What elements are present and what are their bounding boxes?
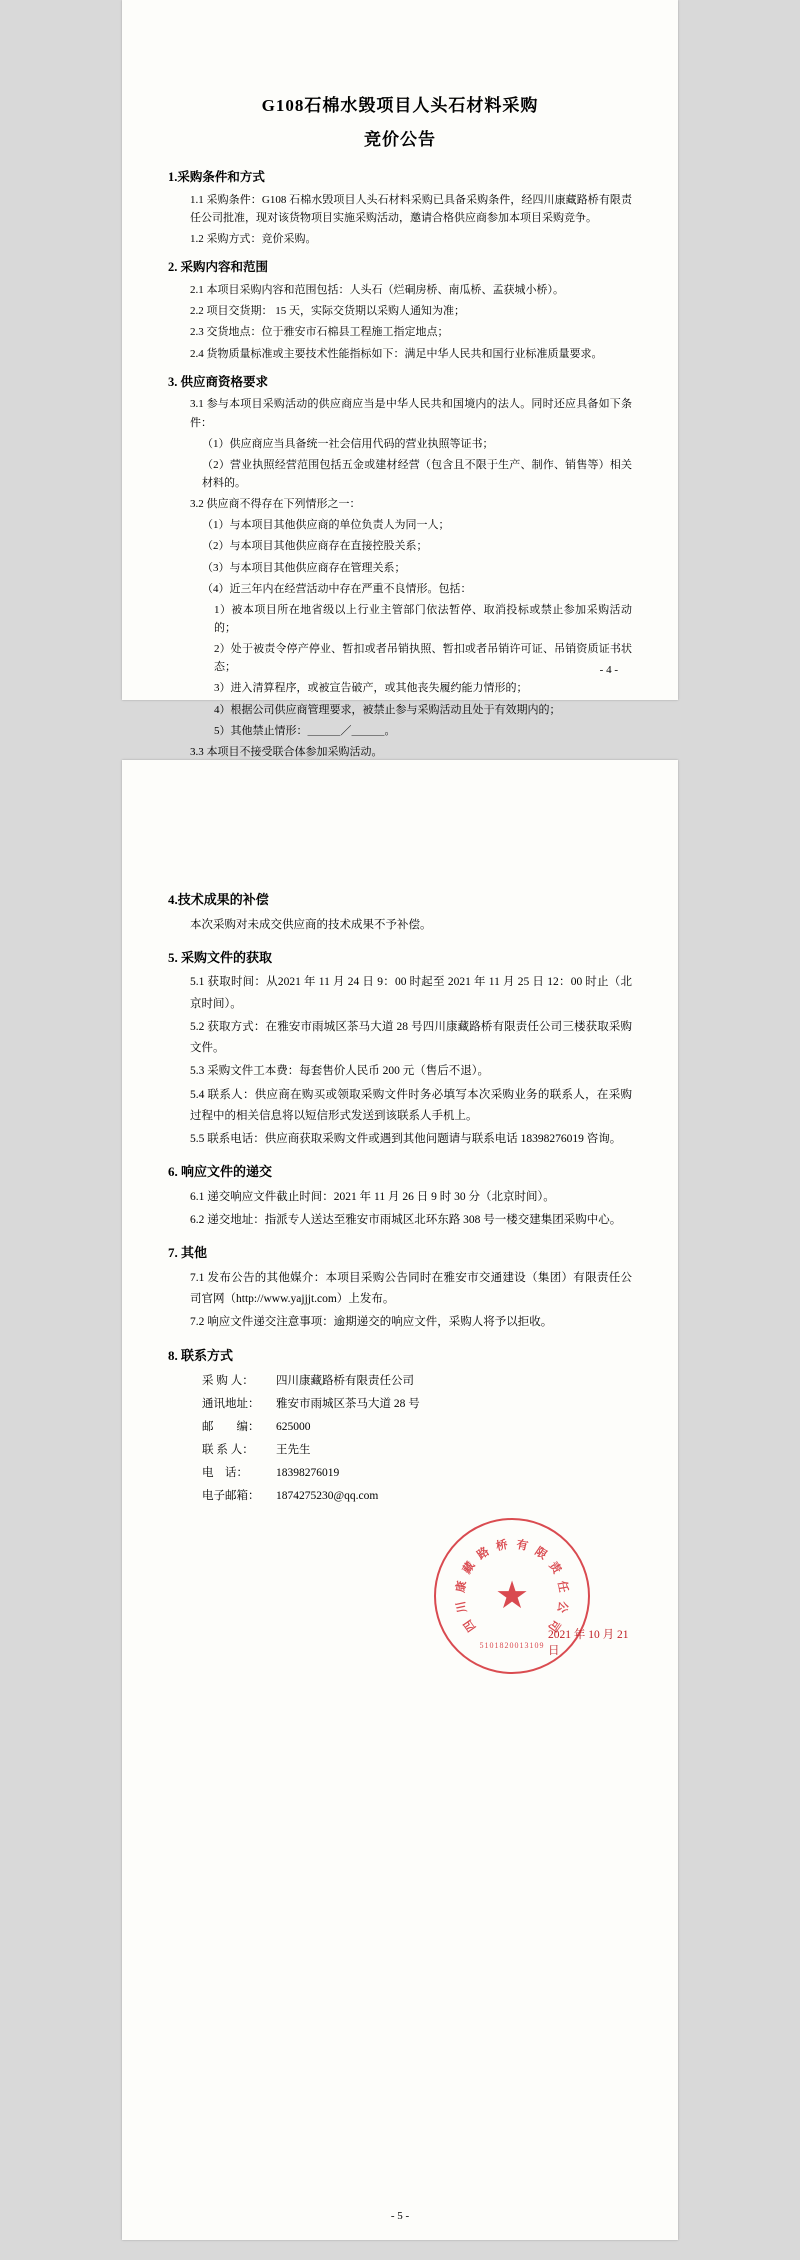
contact-value: 1874275230@qq.com	[276, 1490, 379, 1503]
paragraph: （2）与本项目其他供应商存在直接控股关系；	[202, 540, 428, 553]
contact-row-address	[168, 1393, 632, 1416]
contact-label: 电子邮箱：	[202, 1490, 260, 1503]
paragraph: 3）进入清算程序，或被宣告破产，或其他丧失履约能力情形的；	[214, 682, 528, 695]
section-heading-7: 7. 其他	[168, 1245, 208, 1261]
contact-value: 18398276019	[276, 1467, 340, 1480]
seal-char: 责	[546, 1560, 563, 1577]
paragraph: 2.3 交货地点：位于雅安市石棉县工程施工指定地点；	[190, 326, 449, 339]
seal-char: 路	[475, 1545, 492, 1563]
signature-date: 2021 年 10 月 21 日	[548, 1629, 629, 1658]
paragraph: 5）其他禁止情形：＿＿＿／＿＿＿。	[214, 724, 396, 737]
paragraph: （2）营业执照经营范围包括五金或建材经营（包含且不限于生产、制作、销售等）相关材料的。	[202, 458, 632, 489]
contact-label: 电 话：	[202, 1467, 248, 1480]
seal-char: 川	[455, 1600, 470, 1614]
section-heading-1: 1.采购条件和方式	[168, 170, 265, 185]
paragraph: 5.5 联系电话：供应商获取采购文件或遇到其他问题请与联系电话 18398276019 咨询。	[190, 1133, 622, 1146]
paragraph: 5.4 联系人：供应商在购买或领取采购文件时务必填写本次采购业务的联系人，在采购过程中的相关信息将以短信形式发送到该联系人手机上。	[190, 1088, 632, 1122]
paragraph: 5.3 采购文件工本费：每套售价人民币 200 元（售后不退）。	[190, 1065, 489, 1078]
paragraph: 2.1 本项目采购内容和范围包括：人头石（烂硐房桥、南瓜桥、孟获城小桥）。	[190, 284, 564, 297]
paragraph: 6.1 递交响应文件截止时间：2021 年 11 月 26 日 9 时 30 分（北京时间）。	[190, 1190, 555, 1203]
paragraph: 7.2 响应文件递交注意事项：逾期递交的响应文件，采购人将予以拒收。	[190, 1316, 553, 1329]
contact-value: 王先生	[276, 1444, 311, 1457]
paragraph: （4）近三年内在经营活动中存在严重不良情形。包括：	[202, 582, 472, 595]
document-sheet-page-4	[122, 0, 678, 758]
seal-char: 任	[555, 1580, 570, 1594]
contact-label: 联 系 人：	[202, 1444, 254, 1457]
page-folio: - 5 -	[390, 2210, 410, 2222]
contact-value: 四川康藏路桥有限责任公司	[276, 1375, 414, 1388]
paragraph: 3.2 供应商不得存在下列情形之一：	[190, 498, 361, 511]
seal-char: 司	[545, 1617, 562, 1634]
paragraph: 1.1 采购条件：G108 石棉水毁项目人头石材料采购已具备采购条件，经四川康藏路桥有限责任公司批准，现对该货物项目实施采购活动，邀请合格供应商参加本项目采购竞争。	[190, 193, 632, 225]
paragraph: 本次采购对未成交供应商的技术成果不予补偿。	[190, 918, 432, 931]
seal-char: 有	[515, 1539, 529, 1554]
paragraph: （3）与本项目其他供应商存在管理关系；	[202, 561, 406, 574]
contact-row-email	[168, 1485, 632, 1508]
star-icon: ★	[494, 1575, 530, 1618]
seal-char: 四	[462, 1617, 479, 1634]
paragraph: 1.2 采购方式：竞价采购。	[190, 233, 317, 246]
contact-row-postcode	[168, 1416, 632, 1439]
paragraph: （1）供应商应当具备统一社会信用代码的营业执照等证书；	[202, 437, 494, 450]
seal-char: 康	[454, 1580, 469, 1594]
contact-value: 雅安市雨城区茶马大道 28 号	[276, 1398, 420, 1411]
paragraph: （1）与本项目其他供应商的单位负责人为同一人；	[202, 519, 450, 532]
seal-char: 公	[554, 1600, 569, 1614]
seal-char: 桥	[495, 1539, 509, 1554]
section-heading-4: 4.技术成果的补偿	[168, 892, 269, 907]
section-heading-8: 8. 联系方式	[168, 1347, 234, 1363]
section-heading-2: 2. 采购内容和范围	[168, 260, 269, 275]
section-heading-3: 3. 供应商资格要求	[168, 374, 269, 389]
contact-row-purchaser	[168, 1370, 632, 1393]
paragraph: 2.2 项目交货期： 15 天，实际交货期以采购人通知为准；	[190, 305, 465, 318]
paragraph: 6.2 递交地址：指派专人送达至雅安市雨城区北环东路 308 号一楼交建集团采购中心。	[190, 1214, 622, 1227]
contact-label: 通讯地址：	[202, 1398, 260, 1411]
paragraph: 5.1 获取时间：从2021 年 11 月 24 日 9：00 时起至 2021 年 11 月 25 日 12：00 时止（北京时间）。	[190, 976, 632, 1010]
seal-char: 藏	[461, 1560, 478, 1577]
seal-char: 限	[532, 1545, 549, 1563]
paragraph: 1）被本项目所在地省级以上行业主管部门依法暂停、取消投标或禁止参加采购活动的；	[214, 603, 632, 634]
paragraph: 3.3 本项目不接受联合体参加采购活动。	[190, 745, 383, 758]
paragraph: 3.1 参与本项目采购活动的供应商应当是中华人民共和国境内的法人。同时还应具备如下条件：	[190, 398, 632, 429]
page-title-line1: G108石棉水毁项目人头石材料采购	[261, 96, 539, 115]
page-title-line2: 竞价公告	[364, 130, 436, 150]
contact-row-person	[168, 1439, 632, 1462]
paragraph: 4）根据公司供应商管理要求，被禁止参与采购活动且处于有效期内的；	[214, 703, 561, 716]
paragraph: 2）处于被责令停产停业、暂扣或者吊销执照、暂扣或者吊销许可证、吊销资质证书状态；	[214, 643, 632, 674]
page-folio: - 4 -	[599, 664, 618, 676]
seal-registration-number: 5101820013109	[479, 1641, 545, 1651]
section-heading-5: 5. 采购文件的获取	[168, 949, 273, 965]
paragraph: 5.2 获取方式：在雅安市雨城区茶马大道 28 号四川康藏路桥有限责任公司三楼获取采购文件。	[190, 1020, 632, 1055]
contact-label: 邮 编：	[202, 1421, 260, 1434]
contact-value: 625000	[276, 1421, 311, 1434]
section-heading-6: 6. 响应文件的递交	[168, 1164, 273, 1180]
paragraph: 2.4 货物质量标准或主要技术性能指标如下：满足中华人民共和国行业标准质量要求。	[190, 347, 603, 360]
signature-area	[168, 1508, 632, 1678]
contact-row-phone	[168, 1462, 632, 1485]
paragraph: 7.1 发布公告的其他媒介：本项目采购公告同时在雅安市交通建设（集团）有限责任公司官网（http://www.yajjjt.com）上发布。	[190, 1271, 632, 1306]
contact-label: 采 购 人：	[202, 1375, 254, 1388]
document-sheet-page-5	[122, 760, 678, 2240]
